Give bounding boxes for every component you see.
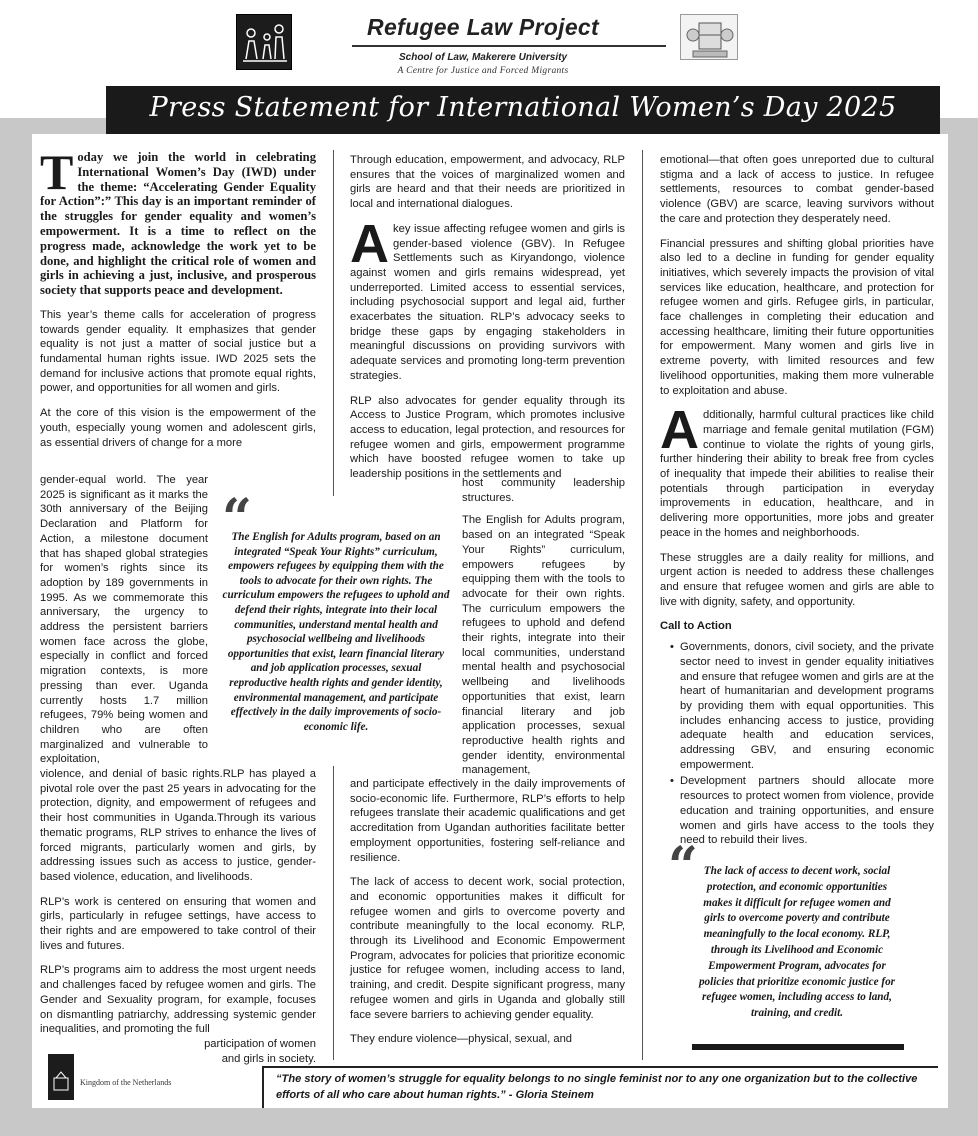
column-3: [660, 153, 934, 850]
paragraph: At the core of this vision is the empowerment of the youth, especially young women and adolescent girls, as essential drivers of change for a more: [40, 407, 316, 449]
column-2: [350, 153, 625, 482]
paragraph-wrapped: host community leadership structures. The English for Adults program, based on an integrated “Speak Your Rights” curriculum, empowers refugees by equipping them with the tools to advocate for their own rights. The curriculum empowers the refugees to uphold and defend their rights, integrate into their local communities, understand mental health and psychosocial wellbeing and livelihoods opportunities that exist, learn financial literary and job application processes, sexual reproductive health rights and gender identity, environmental management,: [462, 477, 625, 777]
paragraph: and participate effectively in the daily improvements of socio-economic life. Furthermore, RLP’s efforts to help refugees translate their academic qualifications and get accreditation from Ugandan authorities facilitate better employment opportunities, fostering self-reliance and resilience.: [350, 778, 625, 864]
pull-quote-text: The English for Adults program, based on an integrated “Speak Your Rights” curriculum, empowers refugees by equipping them with the tools to advocate for their own rights. The curriculum empowers the refugees to uphold and defend their rights, integrate into their local communities, understand mental health and psychosocial wellbeing and livelihoods opportunities that exist, learn financial literary and job application processes, sexual reproductive health rights and gender identity, environmental management, and participate effectively in the daily improvements of socio-economic life.: [222, 531, 450, 733]
quote-mark-icon: “: [222, 488, 252, 549]
rlp-logo: [236, 14, 292, 70]
paragraph-tail: participation of women and girls in society.: [204, 1037, 316, 1065]
drop-cap: A: [660, 400, 699, 461]
drop-cap: A: [350, 213, 389, 274]
column-1-continued: [40, 767, 316, 1076]
paragraph: These struggles are a daily reality for millions, and urgent action is needed to address these challenges and ensure that refugee women and girls are able to live with dignity, safety, and opportunity.: [660, 551, 934, 608]
makerere-crest-icon: [680, 14, 738, 60]
gbv-paragraph: Akey issue affecting refugee women and girls is gender-based violence (GBV). In Refugee Settlements such as Kiryandongo, violence against women and girls remains widespread, yet underreported. Limited access to essential services, including psychosocial support and legal aid, further exacerbates the situation. RLP’s advocacy seeks to bridge these gaps by engaging stakeholders in meaningful discussions on providing survivors with adequate services and promoting long-term prevention strategies.: [350, 213, 625, 382]
pull-quote-english-program: [218, 488, 454, 766]
list-item: • Governments, donors, civil society, and the private sector need to invest in gender equality initiatives and ensure that refugee women and girls are at the heart of humanitarian and development programs by providing them with equal opportunities. This includes enhancing access to justice, providing adequate health and education services, addressing GBV, and ensuring economic empowerment.: [670, 640, 934, 772]
paragraph: violence, and denial of basic rights.RLP has played a pivotal role over the past 25 years in advocating for the protection, dignity, and empowerment of refugees and their host communities in Uganda.Through its various thematic programs, RLP strives to enhance the lives of forced migrants, particularly women and girls, by addressing issues such as access to justice, gender-based violence, education, and livelihoods.: [40, 768, 316, 883]
header-rule: [352, 45, 666, 47]
paragraph: RLP’s programs aim to address the most urgent needs and challenges faced by refugee women and girls. The Gender and Sexuality program, for example, focuses on dismantling patriarchy, addressing systemic gender inequalities, and promoting the full: [40, 964, 316, 1036]
column-divider: [642, 150, 643, 1060]
pull-quote-bar: [692, 1044, 904, 1050]
pull-quote-text: The lack of access to decent work, social protection, and economic opportunities makes it difficult for refugee women and girls to overcome poverty and contribute meaningfully to the local economy. RLP, through its Livelihood and Economic Empowerment Program, advocates for policies that prioritize economic justice for refugee women, including access to land, training, and credit.: [698, 865, 896, 1020]
netherlands-crest-icon: [48, 1054, 74, 1100]
page-frame: [0, 1108, 978, 1136]
org-name: Refugee Law Project: [367, 14, 599, 40]
paragraph: RLP’s work is centered on ensuring that women and girls, particularly in refugee settings, have access to their rights and are empowered to take control of their lives and futures.: [40, 895, 316, 952]
quote-mark-icon: “: [668, 836, 698, 897]
paragraph: Through education, empowerment, and advocacy, RLP ensures that the voices of marginalized women and girls are heard and that their needs are prioritized in local and international dialogues.: [350, 154, 625, 211]
page-header: [0, 0, 978, 86]
paragraph: Financial pressures and shifting global priorities have also led to a decline in funding for gender equality initiatives, which severely impacts the provision of vital services like education, healthcare, and protection for refugee women and girls. Refugee girls, in particular, face challenges in completing their education and accessing healthcare, limiting their future opportunities for empowerment. Many women and girls live in extreme poverty, with limited resources and few livelihood opportunities, making them more vulnerable to exploitation and abuse.: [660, 237, 934, 397]
pull-quote-livelihood: [668, 836, 912, 1056]
org-school: School of Law, Makerere University: [398, 52, 568, 63]
page-frame: [948, 134, 978, 1124]
call-to-action-list: [660, 640, 934, 848]
call-to-action-heading: Call to Action: [660, 620, 732, 633]
paragraph: Additionally, harmful cultural practices like child marriage and female genital mutilation (FGM) continue to violate the rights of young girls, further hindering their ability to break free from cycles of inequality that impede their abilities to realise their potentials through participation in everyday improvements in education, healthcare, and in delivering more opportunities, more jobs and greater peace in the homes and neighborhoods.: [660, 400, 934, 539]
list-item: • Development partners should allocate more resources to protect women from violence, provide education and training opportunities, and ensure women and girls have access to the tools they need to rebuild their lives.: [670, 774, 934, 848]
press-statement-title: Press Statement for International Women’s Day 2025: [149, 92, 897, 123]
paragraph-wrapped: gender-equal world. The year 2025 is significant as it marks the 30th anniversary of the Beijing Declaration and Platform for Action, a milestone document that has shaped global strategies for women’s rights since its adoption by 189 governments in 1995. As we commemorate this anniversary, the urgency to address the persistent barriers women face across the globe, especially in conflict and forced migration contexts, is more pressing than ever. Uganda currently hosts 1.7 million refugees, 79% being women and children who are often marginalized and vulnerable to exploitation,: [40, 474, 208, 766]
footer-quote: “The story of women’s struggle for equality belongs to no single feminist nor to any one organization but to the collective efforts of all who care about human rights.” - Gloria Steinem: [276, 1073, 918, 1101]
paragraph: This year’s theme calls for acceleration of progress towards gender equality. It emphasizes that gender equality is not just a matter of social justice but a fundamental human rights issue. IWD 2025 sets the demand for inclusive actions that promote equal rights, power, and opportunities for all women and girls.: [40, 308, 316, 395]
drop-cap: T: [40, 144, 74, 200]
column-2-continued: [350, 777, 625, 1057]
org-tagline: A Centre for Justice and Forced Migrants: [397, 66, 569, 76]
frame-strip: [940, 118, 978, 134]
column-1: [40, 144, 316, 450]
paragraph: RLP also advocates for gender equality through its Access to Justice Program, which promotes inclusive access to education, legal protection, and resources for refugee women and girls, empowerment programme which have boosted refugee women to take up leadership positions in the settlements and: [350, 394, 625, 481]
frame-strip: [0, 118, 106, 134]
paragraph: emotional—that often goes unreported due to cultural stigma and a lack of access to justice. In refugee settlements, resources to combat gender-based violence (GBV) are scarce, leaving survivors without the care and protection they desperately need.: [660, 154, 934, 225]
sponsor-name: Kingdom of the Netherlands: [80, 1078, 172, 1087]
lead-paragraph: Today we join the world in celebrating International Women’s Day (IWD) under the theme: “Accelerating Gender Equality for Action”:” This day is an important reminder of the struggles for gender equality and women’s empowerment. It is a time to reflect on the progress made, acknowledge the work yet to be done, and highlight the critical role of women and girls in achieving a just, inclusive, and prosperous society that supports peace and development.: [40, 144, 316, 298]
paragraph: The lack of access to decent work, social protection, and economic opportunities makes it difficult for refugee women and girls to overcome poverty and contribute meaningfully to the local economy. RLP, through its Livelihood and Economic Empowerment Program, advocates for policies that prioritize economic justice for refugee women, including access to land, training, and credit. Despite significant progress, many refugee women and girls in Uganda and globally still face severe barriers to achieving gender equality.: [350, 876, 625, 1021]
page-frame: [0, 134, 32, 1124]
paragraph: They endure violence—physical, sexual, and: [350, 1033, 573, 1046]
